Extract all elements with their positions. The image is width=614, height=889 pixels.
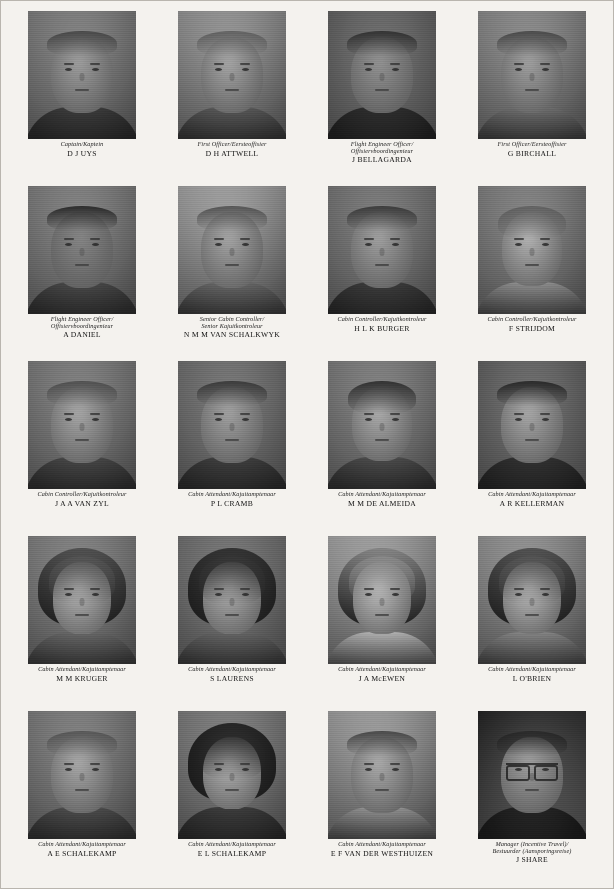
portrait-grain [328,11,436,139]
crew-role-line: Cabin Attendant/Kajuitamptenaar [38,666,126,673]
crew-name: P L CRAMB [210,498,254,508]
crew-member-card [159,186,305,359]
crew-name: F STRIJDOM [508,323,556,333]
crew-role-line: Cabin Controller/Kajuitkontroleur [37,491,127,498]
crew-role-line: First Officer/Eersteoffisier [497,141,567,148]
crew-caption [473,492,591,507]
crew-caption [173,317,291,339]
crew-portrait-photo [328,711,436,839]
crew-caption [323,667,441,682]
portrait-grain [328,361,436,489]
crew-member-card [309,711,455,884]
crew-member-card [459,711,605,884]
crew-role-line: Manager (Incentive Travel)/ [495,841,569,848]
crew-role-line: Cabin Attendant/Kajuitamptenaar [338,491,426,498]
crew-caption [173,142,291,157]
crew-role-line: Cabin Attendant/Kajuitamptenaar [338,666,426,673]
crew-portrait-photo [478,186,586,314]
crew-member-card [159,361,305,534]
crew-role-line: Flight Engineer Officer/ [350,141,414,148]
crew-caption [323,142,441,164]
crew-name: A E SCHALEKAMP [47,848,117,858]
crew-member-card [9,536,155,709]
crew-name: M M DE ALMEIDA [347,498,417,508]
crew-portrait-photo [328,11,436,139]
portrait-grain [178,711,286,839]
crew-portrait-photo [178,11,286,139]
portrait-grain [178,186,286,314]
crew-name: A DANIEL [63,330,101,339]
portrait-grain [328,186,436,314]
crew-member-card [159,711,305,884]
crew-portrait-photo [178,711,286,839]
crew-name: N M M VAN SCHALKWYK [183,330,281,339]
crew-name: J A A VAN ZYL [55,498,109,508]
portrait-grain [478,536,586,664]
crew-member-card [309,361,455,534]
portrait-grain [478,186,586,314]
crew-portrait-photo [328,536,436,664]
crew-member-card [459,186,605,359]
crew-name: E L SCHALEKAMP [197,848,267,858]
crew-role-line: Cabin Controller/Kajuitkontroleur [487,316,577,323]
crew-member-card [159,536,305,709]
crew-member-card [309,186,455,359]
portrait-grid [9,11,605,884]
crew-role-line: Cabin Attendant/Kajuitamptenaar [188,841,276,848]
crew-role-line: Cabin Attendant/Kajuitamptenaar [38,841,126,848]
crew-caption [173,842,291,857]
crew-member-card [459,361,605,534]
crew-portrait-photo [178,186,286,314]
crew-name: D H ATTWELL [205,148,259,158]
portrait-grain [28,11,136,139]
crew-member-card [459,11,605,184]
portrait-grain [28,361,136,489]
crew-portrait-photo [478,536,586,664]
crew-member-card [9,186,155,359]
portrait-grain [28,536,136,664]
portrait-grain [178,536,286,664]
crew-portrait-photo [478,361,586,489]
crew-portrait-photo [28,536,136,664]
crew-caption [23,317,141,339]
crew-member-card [9,711,155,884]
crew-name: L O'BRIEN [512,673,552,683]
portrait-grain [478,361,586,489]
crew-role-line: Offisiervboordingenieur [50,322,114,330]
crew-name: S LAURENS [210,673,254,683]
crew-caption [473,317,591,332]
crew-role-line: Cabin Attendant/Kajuitamptenaar [188,491,276,498]
crew-caption [23,842,141,857]
portrait-grain [328,536,436,664]
crew-role-line: Bestuurder (Aansporingsreise) [492,847,572,855]
crew-member-card [459,536,605,709]
crew-portrait-photo [328,186,436,314]
crew-role-line: Cabin Attendant/Kajuitamptenaar [188,666,276,673]
crew-portrait-photo [178,361,286,489]
portrait-grain [478,711,586,839]
crew-name: J A McEWEN [358,673,406,683]
crew-role-line: Cabin Attendant/Kajuitamptenaar [338,841,426,848]
crew-role-line: Offisiervboordingenieur [350,147,414,155]
crew-caption [23,492,141,507]
crew-name: H L K BURGER [354,323,410,333]
crew-caption [173,492,291,507]
crew-caption [473,142,591,157]
crew-role-line: Senior Cabin Controller/ [199,316,265,323]
portrait-grain [178,11,286,139]
portrait-grain [28,186,136,314]
crew-portrait-photo [28,711,136,839]
crew-caption [23,142,141,157]
crew-member-card [309,536,455,709]
crew-name: M M KRUGER [56,673,108,683]
portrait-grain [328,711,436,839]
crew-portrait-photo [28,11,136,139]
portrait-grain [178,361,286,489]
crew-member-card [159,11,305,184]
crew-portrait-photo [28,361,136,489]
crew-caption [323,492,441,507]
crew-name: J BELLAGARDA [352,155,412,164]
portrait-grain [28,711,136,839]
crew-name: G BIRCHALL [507,148,557,158]
crew-name: D J UYS [67,148,97,158]
crew-role-line: Senior Kajuitkontroleur [201,322,263,330]
crew-role-line: Cabin Controller/Kajuitkontroleur [337,316,427,323]
crew-caption [323,842,441,857]
portrait-grain [478,11,586,139]
crew-member-card [9,11,155,184]
crew-portrait-photo [178,536,286,664]
crew-name: J SHARE [516,855,548,864]
crew-member-card [309,11,455,184]
crew-member-card [9,361,155,534]
crew-role-line: Captain/Kaptein [60,141,104,148]
crew-role-line: Flight Engineer Officer/ [50,316,114,323]
crew-caption [323,317,441,332]
crew-portrait-photo [478,11,586,139]
crew-caption [23,667,141,682]
crew-name: A R KELLERMAN [499,498,565,508]
crew-portrait-photo [478,711,586,839]
crew-portrait-photo [28,186,136,314]
crew-portrait-photo [328,361,436,489]
crew-name: E F VAN DER WESTHUIZEN [330,848,434,858]
crew-role-line: First Officer/Eersteoffisier [197,141,267,148]
crew-role-line: Cabin Attendant/Kajuitamptenaar [488,666,576,673]
crew-role-line: Cabin Attendant/Kajuitamptenaar [488,491,576,498]
crew-caption [473,667,591,682]
crew-caption [473,842,591,864]
crew-caption [173,667,291,682]
